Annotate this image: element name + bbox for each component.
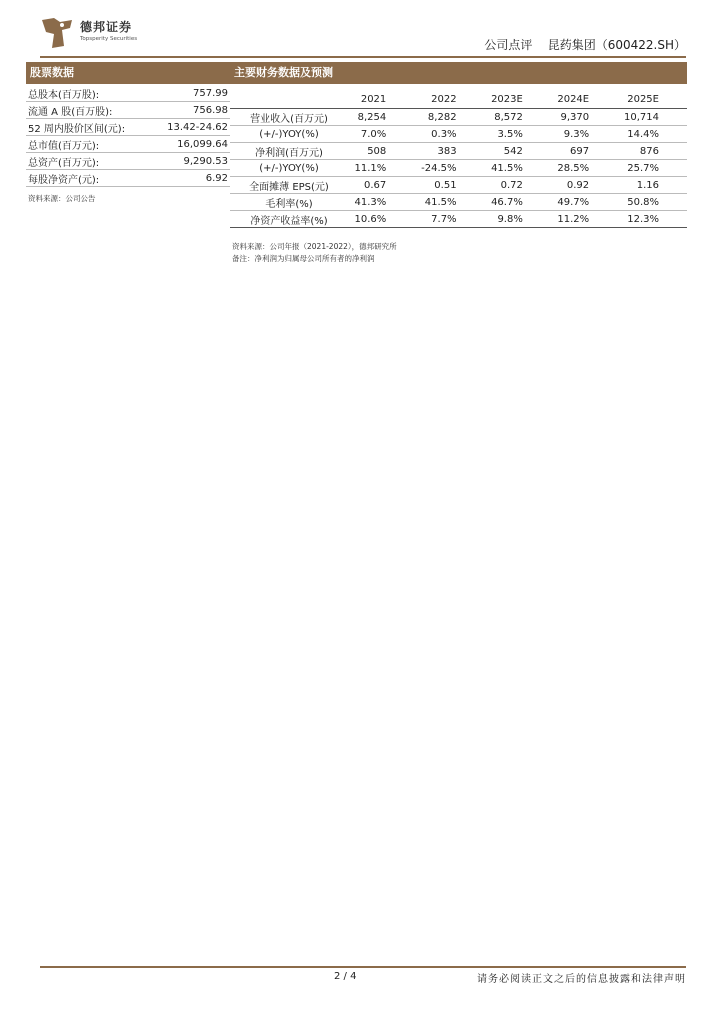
cell: 7.0% <box>348 126 414 143</box>
cell: 697 <box>551 143 617 160</box>
logo-name-cn: 德邦证券 <box>80 20 133 34</box>
cell: 14.4% <box>617 126 687 143</box>
financial-note: 备注：净利润为归属母公司所有者的净利润 <box>232 254 375 263</box>
row-label: 毛利率(%) <box>230 194 348 211</box>
row-label: 总股本(百万股): <box>26 85 150 102</box>
row-label: (+/-)YOY(%) <box>230 160 348 177</box>
company-ticker: 昆药集团（600422.SH） <box>547 38 686 52</box>
column-header: 2023E <box>485 90 551 109</box>
page-number: 2 / 4 <box>334 971 357 982</box>
cell: 0.92 <box>551 177 617 194</box>
table-row <box>230 126 687 143</box>
row-label: 总资产(百万元): <box>26 153 150 170</box>
column-header: 2025E <box>617 90 687 109</box>
cell: 383 <box>414 143 484 160</box>
cell: 11.1% <box>348 160 414 177</box>
cell: 28.5% <box>551 160 617 177</box>
row-label: 总市值(百万元): <box>26 136 150 153</box>
cell: 9,370 <box>551 109 617 126</box>
header-corner <box>230 90 348 109</box>
report-type: 公司点评 <box>484 38 533 52</box>
cell: 25.7% <box>617 160 687 177</box>
table-row <box>26 119 230 136</box>
financial-forecast-table <box>230 90 687 228</box>
row-label: 每股净资产(元): <box>26 170 150 187</box>
cell: 46.7% <box>485 194 551 211</box>
cell: 41.5% <box>414 194 484 211</box>
row-label: 营业收入(百万元) <box>230 109 348 126</box>
row-label: 净资产收益率(%) <box>230 211 348 228</box>
row-value: 757.99 <box>150 85 230 102</box>
row-label: 全面摊薄 EPS(元) <box>230 177 348 194</box>
row-label: 净利润(百万元) <box>230 143 348 160</box>
cell: 41.5% <box>485 160 551 177</box>
cell: 50.8% <box>617 194 687 211</box>
table-row <box>26 102 230 119</box>
cell: 1.16 <box>617 177 687 194</box>
table-row <box>26 136 230 153</box>
table-row <box>230 177 687 194</box>
cell: 0.3% <box>414 126 484 143</box>
table-row <box>26 153 230 170</box>
financial-data-heading: 主要财务数据及预测 <box>230 62 687 84</box>
financial-notes <box>232 241 397 265</box>
cell: 11.2% <box>551 211 617 228</box>
cell: 542 <box>485 143 551 160</box>
table-row <box>230 143 687 160</box>
cell: 12.3% <box>617 211 687 228</box>
footer-divider <box>40 966 686 968</box>
cell: 7.7% <box>414 211 484 228</box>
stock-data-table <box>26 85 230 187</box>
row-label: 流通 A 股(百万股): <box>26 102 150 119</box>
row-value: 13.42-24.62 <box>150 119 230 136</box>
table-row <box>230 160 687 177</box>
cell: 8,282 <box>414 109 484 126</box>
financial-source: 资料来源：公司年报（2021-2022），德邦研究所 <box>232 242 397 251</box>
cell: 876 <box>617 143 687 160</box>
cell: 8,254 <box>348 109 414 126</box>
cell: 3.5% <box>485 126 551 143</box>
table-row <box>26 85 230 102</box>
header-divider <box>40 56 686 58</box>
row-value: 9,290.53 <box>150 153 230 170</box>
stock-data-heading: 股票数据 <box>26 62 230 84</box>
report-title <box>484 36 686 53</box>
cell: 0.51 <box>414 177 484 194</box>
cell: -24.5% <box>414 160 484 177</box>
table-row <box>26 170 230 187</box>
page-header <box>40 12 686 56</box>
table-row <box>230 109 687 126</box>
table-header-row <box>230 90 687 109</box>
logo-name-en: Topsperity Securities <box>80 36 138 42</box>
cell: 9.8% <box>485 211 551 228</box>
cell: 0.67 <box>348 177 414 194</box>
table-row <box>230 194 687 211</box>
column-header: 2021 <box>348 90 414 109</box>
row-value: 16,099.64 <box>150 136 230 153</box>
table-row <box>230 211 687 228</box>
column-header: 2022 <box>414 90 484 109</box>
cell: 41.3% <box>348 194 414 211</box>
cell: 10,714 <box>617 109 687 126</box>
company-logo-icon <box>40 16 74 50</box>
cell: 10.6% <box>348 211 414 228</box>
row-value: 6.92 <box>150 170 230 187</box>
column-header: 2024E <box>551 90 617 109</box>
cell: 9.3% <box>551 126 617 143</box>
cell: 0.72 <box>485 177 551 194</box>
cell: 508 <box>348 143 414 160</box>
cell: 8,572 <box>485 109 551 126</box>
cell: 49.7% <box>551 194 617 211</box>
row-value: 756.98 <box>150 102 230 119</box>
stock-data-source: 资料来源：公司公告 <box>28 194 96 203</box>
row-label: (+/-)YOY(%) <box>230 126 348 143</box>
legal-disclaimer: 请务必阅读正文之后的信息披露和法律声明 <box>477 974 686 985</box>
row-label: 52 周内股价区间(元): <box>26 119 150 136</box>
